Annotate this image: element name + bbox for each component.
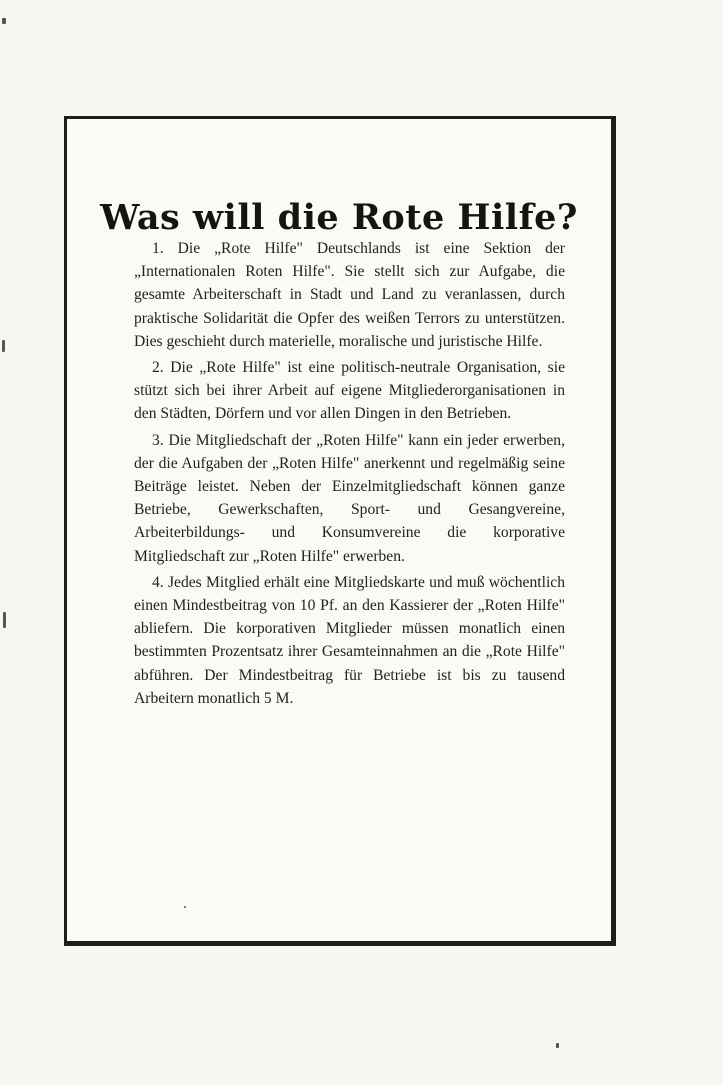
paragraph-4: 4. Jedes Mitglied erhält eine Mitgliedskarte und muß wöchentlich einen Mindestbeitrag von 10 Pf. an den Kassierer der „Roten Hilfe" abliefern. Die korporativen Mitglieder müssen monatlich einen bestimmten Prozentsatz ihrer Gesamteinnahmen an die „Rote Hilfe" abführen. Der Mindestbeitrag für Betriebe ist bis zu tausend Arbeitern monatlich 5 M. (134, 573, 565, 707)
scan-speck (3, 612, 6, 628)
paragraph-3: 3. Die Mitgliedschaft der „Roten Hilfe" kann ein jeder erwerben, der die Aufgaben der „Roten Hilfe" anerkennt und regelmäßig seine Beiträge leistet. Neben der Einzelmitgliedschaft können ganze Betriebe, Gewerkschaften, Sport- und Gesangvereine, Arbeiterbildungs- und Konsumvereine die korporative Mitgliedschaft zur „Roten Hilfe" erwerben. (134, 431, 565, 565)
scan-speck (2, 18, 6, 24)
scan-speck (184, 906, 186, 908)
document-frame (64, 116, 616, 946)
scan-speck (556, 1043, 559, 1048)
paragraph-2: 2. Die „Rote Hilfe" ist eine politisch-neutrale Organisation, sie stützt sich bei ihrer Arbeit auf eigene Mitgliederorganisationen in den Städten, Dörfern und vor allen Dingen in den Betrieben. (134, 359, 565, 423)
paragraph-1: 1. Die „Rote Hilfe" Deutschlands ist eine Sektion der „Internationalen Roten Hilfe". Sie stellt sich zur Aufgabe, die gesamte Arbeiterschaft in Stadt und Land zu veranlassen, durch praktische Solidarität die Opfer des weißen Terrors zu unterstützen. Dies geschieht durch materielle, moralische und juristische Hilfe. (134, 240, 565, 350)
document-title: Was will die Rote Hilfe? (100, 197, 578, 238)
scan-speck (2, 340, 5, 352)
document-body (134, 237, 565, 713)
